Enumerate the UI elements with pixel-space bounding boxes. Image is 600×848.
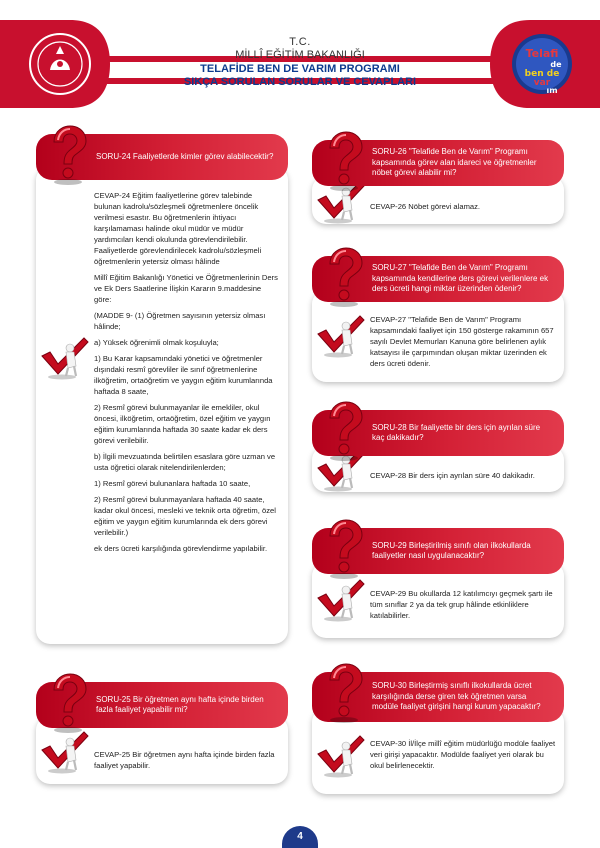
question-mark-icon [318,400,370,462]
question-mark-icon [318,246,370,308]
meb-seal-icon [0,20,118,108]
answer-text-30 [370,738,556,771]
question-text-25: SORU-25 Bir öğretmen aynı hafta içinde birden fazla faaliyet yapabilir mi? [96,694,264,714]
question-mark-icon [42,672,94,734]
question-card-27 [312,256,564,302]
answer-28-para: CEVAP-28 Bir ders için ayrılan süre 40 dakikadır. [370,470,535,480]
answer-24-para: 1) Resmî görevi bulunanlara haftada 10 saate, [94,479,251,488]
header-line2: MİLLÎ EĞİTİM BAKANLIĞI [235,49,365,61]
checkmark-figure-icon [316,732,366,778]
answer-29-para: CEVAP-29 Bu okullarda 12 katılımcıyı geçmek şartı ile tüm sınıflar 2 ya da tek grup hâlinde etkinliklere katılabilirler. [370,589,553,620]
question-mark-icon [318,662,370,724]
page-number: 4 [282,826,318,848]
checkmark-figure-icon [40,728,90,774]
question-text-26: SORU-26 "Telafide Ben de Varım" Programı kapsamında görev alan idareci ve öğretmenler nöbet görevi alabilir mi? [372,147,537,178]
answer-text-26 [370,188,556,224]
question-card-29 [312,528,564,574]
answer-27-para: CEVAP-27 "Telafide Ben de Varım" Programı kapsamındaki faaliyet için 150 gösterge rakamının 657 sayılı Devlet Memurları Kanuna göre belirlenen aylık katsayısı ile çarpımından oluşan miktar üzerinden ek ders ücreti ödenir. [370,315,554,368]
logo-text-im: ım [546,86,558,95]
question-mark-icon [42,124,94,186]
answer-24-para: 1) Bu Karar kapsamındaki yönetici ve öğretmenler dışındaki resmî görevliler ile sınıf öğretmenlerine ilköğretim, ortaöğretim ve yaygın eğitim kurumlarında haftada 8 saate, [94,354,273,396]
logo-text-de: de [550,60,562,69]
answer-card-24 [36,166,288,644]
answer-24-para: ek ders ücreti karşılığında görevlendirme yapılabilir. [94,544,268,553]
checkmark-figure-icon [316,312,366,358]
answer-26-para: CEVAP-26 Nöbet görevi alamaz. [370,201,481,211]
checkmark-figure-icon [316,576,366,622]
question-text-29: SORU-29 Birleştirilmiş sınıfı olan ilkokullarda faaliyetler nasıl uygulanacaktır? [372,540,531,560]
program-title: TELAFİDE BEN DE VARIM PROGRAMI [200,63,400,75]
question-card-30 [312,672,564,722]
question-text-30: SORU-30 Birleştirmiş sınıflı ilkokullarda ücret karşılığında derse giren tek öğretmen varsa modüle faaliyet girişini hangi kurum yapacaktır? [372,681,541,712]
answer-text-24 [94,190,280,559]
question-card-26 [312,140,564,186]
answer-24-para: 2) Resmî görevi bulunmayanlar ile emekliler, okul öncesi, ilköğretim, ortaöğretim, özel eğitim ve yaygın eğitim kurumlarında haftada 30 saate kadar ek ders görevi verilebilir. [94,403,271,445]
question-text-27: SORU-27 "Telafide Ben de Varım" Programı kapsamında kendilerine ders görevi verilenlere ek ders ücreti hangi miktar üzerinden ödenir? [372,263,549,294]
telafide-logo-icon [482,20,600,108]
logo-text-telafi: Telafi [525,47,559,60]
question-mark-icon [318,130,370,192]
answer-24-para: CEVAP-24 Eğitim faaliyetlerine görev talebinde bulunan kadrolu/sözleşmeli öğretmenlere öncelik verilmesi esastır. Bu öğretmenlerin ihtiyacı karşılamaması halinde okul müdür ve müdür yardımcıları kendi okulunda görevlendirilebilir. Faaliyetlerde görevlendirilecek kadrolu/sözleşmeli öğretmenlerin yetersiz olması hâlinde [94,191,262,266]
document-title: SIKÇA SORULAN SORULAR VE CEVAPLARI [183,76,417,88]
logo-text-var: var [533,78,551,88]
answer-24-para: Millî Eğitim Bakanlığı Yönetici ve Öğretmenlerinin Ders ve Ek Ders Saatlerine İlişkin Kararın 9.maddesine göre: [94,273,278,304]
program-logo-panel [482,20,600,108]
answer-25-para: CEVAP-25 Bir öğretmen aynı hafta içinde birden fazla faaliyet yapabilir. [94,750,275,770]
answer-30-para: CEVAP-30 İl/İlçe millî eğitim müdürlüğü modüle faaliyet veri girişi yapacaktır. Modülde faaliyet yeri olarak bu okul belirlenecektir. [370,739,556,770]
answer-text-25 [94,736,280,784]
answer-24-para: b) İlgili mevzuatında belirtilen esaslara göre uzman ve usta öğretici olarak nitelendirilenlerden; [94,452,276,472]
title-block [120,36,480,88]
question-mark-icon [318,518,370,580]
question-card-24 [36,134,288,180]
answer-text-28 [370,458,556,492]
question-card-28 [312,410,564,456]
question-card-25 [36,682,288,728]
logo-text-bende: ben de [524,69,560,79]
meb-logo-panel [0,20,118,108]
header-line1: T.C. [289,36,311,48]
question-text-24: SORU-24 Faaliyetlerde kimler görev alabilecektir? [96,151,274,161]
answer-text-27 [370,314,556,369]
answer-24-para: 2) Resmî görevi bulunmayanlara haftada 40 saate, kadar okul öncesi, mesleki ve teknik orta öğretim, özel eğitim ve yaygın eğitim kurumlarında ek ders görevi verilebilir.) [94,495,276,537]
question-text-28: SORU-28 Bir faaliyette bir ders için ayrılan süre kaç dakikadır? [372,422,541,442]
checkmark-figure-icon [40,334,90,380]
answer-text-29 [370,588,556,621]
answer-24-para: (MADDE 9- (1) Öğretmen sayısının yetersiz olması hâlinde; [94,311,266,331]
answer-24-para: a) Yüksek öğrenimli olmak koşuluyla; [94,338,219,347]
page-header [0,0,600,120]
